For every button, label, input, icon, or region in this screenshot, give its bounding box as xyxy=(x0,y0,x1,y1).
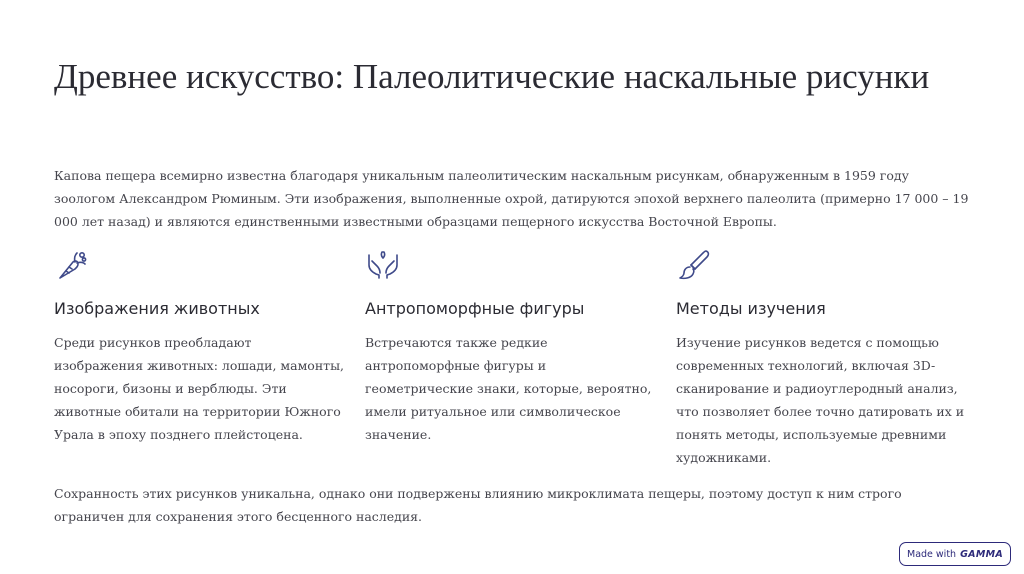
made-with-gamma-badge[interactable] xyxy=(899,542,1011,566)
intro-paragraph: Капова пещера всемирно известна благодаря уникальным палеолитическим наскальным рисункам, обнаруженным в 1959 году зоологом Александром Рюминым. Эти изображения, выполненные охрой, датируются эпохой верхнего палеолита (примерно 17 000 – 19 000 лет назад) и являются единственными известными образцами пещерного искусства Восточной Европы. xyxy=(54,168,969,229)
closing-paragraph: Сохранность этих рисунков уникальна, однако они подвержены влиянию микроклимата пещеры, поэтому доступ к ним строго ограничен для сохранения этого бесценного наследия. xyxy=(54,486,902,524)
carrot-icon xyxy=(54,247,90,283)
feature-column-methods xyxy=(676,247,966,469)
feature-heading-animals: Изображения животных xyxy=(54,299,260,318)
feature-heading-methods: Методы изучения xyxy=(676,299,826,318)
feature-text-figures: Встречаются также редкие антропоморфные фигуры и геометрические знаки, которые, вероятно, имели ритуальное или символическое значение. xyxy=(365,335,652,442)
hands-icon xyxy=(365,247,401,283)
page-title: Древнее искусство: Палеолитические наскальные рисунки xyxy=(54,57,930,96)
feature-text-animals: Среди рисунков преобладают изображения животных: лошади, мамонты, носороги, бизоны и верблюды. Эти животные обитали на территории Южного Урала в эпоху позднего плейстоцена. xyxy=(54,335,345,442)
badge-prefix: Made with xyxy=(907,548,957,560)
feature-column-animals xyxy=(54,247,344,446)
feature-text-methods: Изучение рисунков ведется с помощью современных технологий, включая 3D-сканирование и радиоуглеродный анализ, что позволяет более точно датировать их и понять методы, используемые древними художниками. xyxy=(676,335,965,465)
feature-column-figures xyxy=(365,247,655,446)
gamma-logo: GAMMA xyxy=(960,548,1003,560)
paintbrush-icon xyxy=(676,247,712,283)
feature-heading-figures: Антропоморфные фигуры xyxy=(365,299,585,318)
